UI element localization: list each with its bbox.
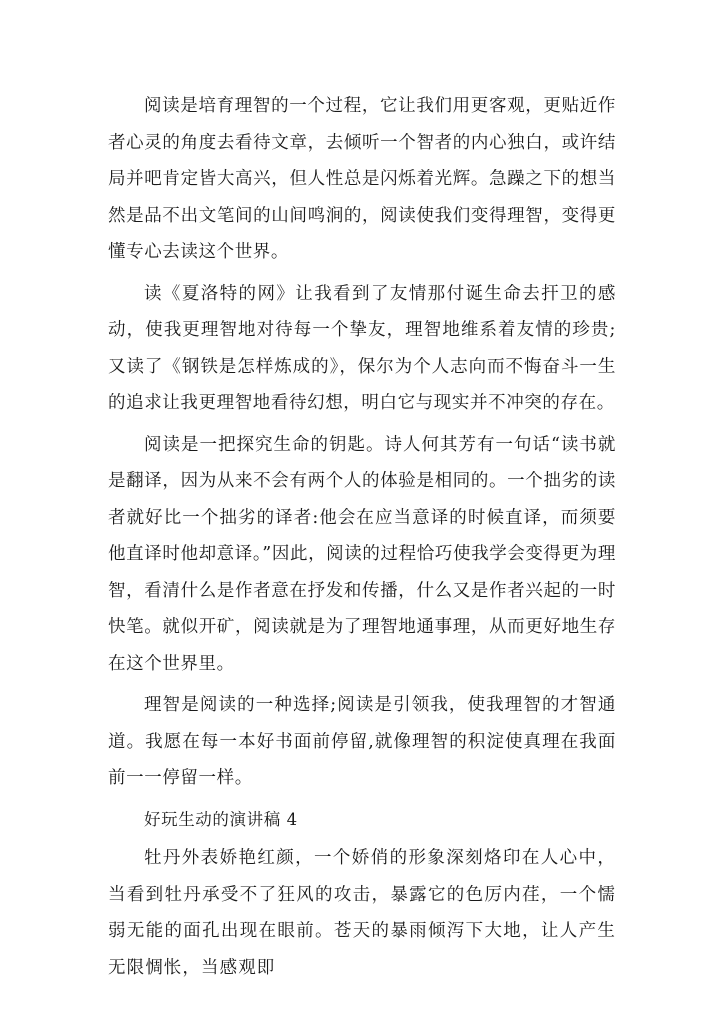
section-heading: 好玩生动的演讲稿 4	[144, 809, 298, 829]
paragraph-key-of-life: 阅读是一把探究生命的钥匙。诗人何其芳有一句话“读书就是翻译，因为从来不会有两个人的体验是相同的。一个拙劣的读者就好比一个拙劣的译者:他会在应当意译的时候直译，而须要他直译时他却意译。”因此，阅读的过程恰巧使我学会变得更为理智，看清什么是作者意在抒发和传播，什么又是作者兴起的一时快笔。就似开矿，阅读就是为了理智地通事理，从而更好地生存在这个世界里。	[108, 434, 616, 674]
paragraph-reading-reason: 阅读是培育理智的一个过程，它让我们用更客观，更贴近作者心灵的角度去看待文章，去倾听一个智者的内心独白，或许结局并吧肯定皆大高兴，但人性总是闪烁着光辉。急躁之下的想当然是品不出文笔间的山间鸣涧的，阅读使我们变得理智，变得更懂专心去读这个世界。	[108, 96, 616, 262]
paragraph-choice: 理智是阅读的一种选择;阅读是引领我，使我理智的才智通道。我愿在每一本好书面前停留,就像理智的积淀使真理在我面前一一停留一样。	[108, 695, 616, 788]
document-body	[108, 88, 616, 986]
paragraph-charlottes-web: 读《夏洛特的网》让我看到了友情那付诞生命去扞卫的感动，使我更理智地对待每一个挚友，理智地维系着友情的珍贵;又读了《钢铁是怎样炼成的》，保尔为个人志向而不悔奋斗一生的追求让我更理智地看待幻想，明白它与现实并不冲突的存在。	[108, 283, 616, 413]
paragraph-peony: 牡丹外表娇艳红颜，一个娇俏的形象深刻烙印在人心中，当看到牡丹承受不了狂风的攻击，暴露它的色厉内荏，一个懦弱无能的面孔出现在眼前。苍天的暴雨倾泻下大地，让人产生无限惆怅，当感观即	[108, 848, 616, 978]
